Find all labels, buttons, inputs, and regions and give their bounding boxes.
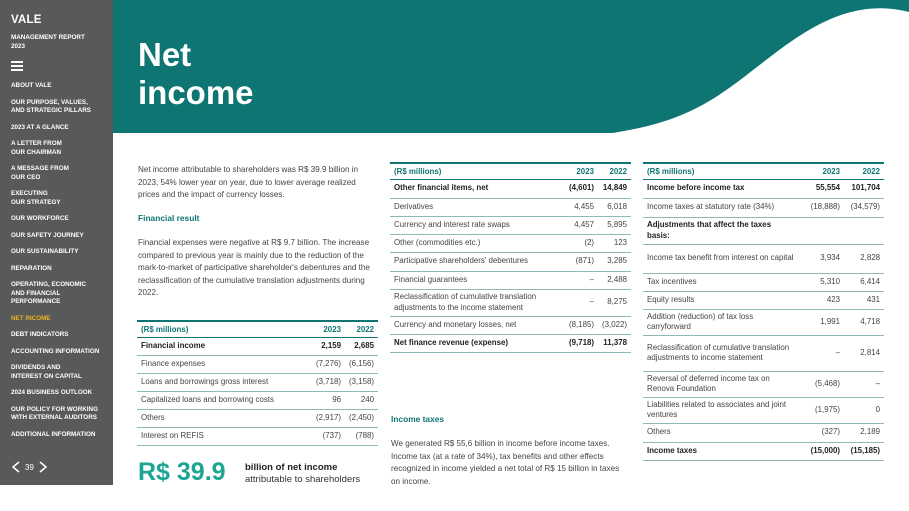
table-row [137,391,378,409]
column-header-label: (R$ millions) [643,163,800,179]
row-label: Addition (reduction) of tax loss carryforward [643,309,800,335]
row-label: Interest on REFIS [137,427,301,445]
cell-v2022: 6,018 [598,198,631,216]
cell-v2023: (3,718) [301,373,345,391]
cell-v2023: (15,000) [800,442,844,460]
cell-v2023: (8,185) [558,316,598,334]
cell-v2022: 0 [844,397,884,423]
cell-v2022: 11,378 [598,334,631,352]
cell-v2022: 3,285 [598,252,631,271]
column-header-label: (R$ millions) [390,163,558,179]
page-title: Net income [138,36,254,111]
cell-v2023: – [800,335,844,371]
table-row [643,442,884,460]
cell-v2022: 6,414 [844,273,884,291]
table-row [390,234,631,252]
cell-v2022: 14,849 [598,179,631,198]
sidebar-nav [11,82,105,439]
table-row [137,337,378,355]
row-label: Net finance revenue (expense) [390,334,558,352]
cell-v2023: – [558,289,598,316]
column-header-year: 2023 [558,163,598,179]
column-header-year: 2022 [598,163,631,179]
table-row [643,309,884,335]
column-header-year: 2023 [800,163,844,179]
row-label: Others [137,409,301,427]
row-label: Reclassification of cumulative translation adjustments to income statement [643,335,800,371]
cell-v2023: (7,276) [301,355,345,373]
cell-v2023: 2,159 [301,337,345,355]
cell-v2022: 2,189 [844,423,884,442]
cell-v2023: 1,991 [800,309,844,335]
cell-v2022: 5,895 [598,216,631,234]
cell-v2023: 4,457 [558,216,598,234]
table-row [137,409,378,427]
row-label: Financial income [137,337,301,355]
table-row [390,198,631,216]
row-label: Reclassification of cumulative translation adjustments to the income statement [390,289,558,316]
menu-icon[interactable] [11,61,23,71]
sidebar-item-our-policy-for-working-with-external-auditors[interactable]: OUR POLICY FOR WORKING WITH EXTERNAL AUDITORS [11,405,98,421]
table-row [390,179,631,198]
table-header-row [643,163,884,179]
cell-v2023: 423 [800,291,844,309]
sidebar-item-about-vale[interactable]: ABOUT VALE [11,82,52,89]
row-label: Tax incentives [643,273,800,291]
next-page-icon[interactable] [39,461,48,473]
cell-v2022: 4,718 [844,309,884,335]
table-row [390,271,631,289]
row-label: Derivatives [390,198,558,216]
cell-v2022: 101,704 [844,179,884,198]
sidebar-item-operating-economic-and-financial-performance[interactable]: OPERATING, ECONOMIC AND FINANCIAL PERFORMANCE [11,281,87,305]
table-header-row [390,163,631,179]
cell-v2023: (18,888) [800,198,844,217]
highlight-label-bold: billion of net income [245,462,338,473]
sidebar-item-debt-indicators[interactable]: DEBT INDICATORS [11,331,69,338]
row-label: Other financial items, net [390,179,558,198]
table-row [643,273,884,291]
cell-v2022: (2,450) [345,409,378,427]
cell-v2022: 2,814 [844,335,884,371]
sidebar-item-executing-our-strategy[interactable]: EXECUTING OUR STRATEGY [11,190,61,206]
cell-v2023: 4,455 [558,198,598,216]
cell-v2023: (2) [558,234,598,252]
column-header-year: 2022 [345,321,378,337]
sidebar-item-2023-at-a-glance[interactable]: 2023 AT A GLANCE [11,123,69,131]
income-taxes-paragraph: We generated R$ 55,6 billion in income before income taxes. Income tax (at a rate of 34%), tax benefits and other effects recognized in income yielded a net total of R$ 15 billion in taxes on income. [391,439,620,486]
row-label: Capitalized loans and borrowing costs [137,391,301,409]
sidebar-item-a-message-from-our-ceo[interactable]: A MESSAGE FROM OUR CEO [11,165,69,181]
previous-page-icon[interactable] [11,461,20,473]
cell-v2022: (34,579) [844,198,884,217]
cell-v2023: (4,601) [558,179,598,198]
table-header-row [137,321,378,337]
cell-v2022: (788) [345,427,378,445]
cell-v2022: 431 [844,291,884,309]
cell-v2023: 3,934 [800,244,844,273]
cell-v2022: 2,488 [598,271,631,289]
cell-v2023: (1,975) [800,397,844,423]
table-row [137,427,378,445]
cell-v2022 [844,217,884,244]
table-row [643,397,884,423]
cell-v2023: (9,718) [558,334,598,352]
cell-v2022: 123 [598,234,631,252]
net-income-highlight-value: R$ 39.9 [138,458,226,486]
row-label: Adjustments that affect the taxes basis: [643,217,800,244]
row-label: Loans and borrowings gross interest [137,373,301,391]
table-row [390,252,631,271]
sidebar-item-accounting-information[interactable]: ACCOUNTING INFORMATION [11,347,100,355]
cell-v2022: 8,275 [598,289,631,316]
table-row [643,423,884,442]
sidebar-item-a-letter-from-our-chairman[interactable]: A LETTER FROM OUR CHAIRMAN [11,140,62,156]
row-label: Income taxes at statutory rate (34%) [643,198,800,217]
table-row [137,373,378,391]
sidebar-item-our-purpose-values-and-strategic-pillars[interactable]: OUR PURPOSE, VALUES, AND STRATEGIC PILLARS [11,98,91,114]
cell-v2023: 5,310 [800,273,844,291]
brand-name[interactable]: VALE [11,14,42,26]
cell-v2022: (3,022) [598,316,631,334]
sidebar-item-net-income[interactable]: NET INCOME [11,314,51,322]
table-row [643,291,884,309]
row-label: Income before income tax [643,179,800,198]
table-row [390,334,631,352]
sidebar-item-our-sustainability[interactable]: OUR SUSTAINABILITY [11,248,79,255]
table-row [643,179,884,198]
row-label: Financial guarantees [390,271,558,289]
sidebar [0,0,113,485]
cell-v2022: 2,685 [345,337,378,355]
cell-v2023 [800,217,844,244]
cell-v2022: – [844,371,884,397]
cell-v2023: (327) [800,423,844,442]
row-label: Other (commodities etc.) [390,234,558,252]
cell-v2022: (6,156) [345,355,378,373]
page-header [113,0,909,133]
row-label: Participative shareholders' debentures [390,252,558,271]
income-tax-table [643,162,884,461]
page-pager [11,461,48,473]
sidebar-item-additional-information[interactable]: ADDITIONAL INFORMATION [11,430,96,438]
cell-v2023: 55,554 [800,179,844,198]
table-row [643,244,884,273]
cell-v2022: 240 [345,391,378,409]
page-number: 39 [25,462,34,472]
cell-v2022: 2,828 [844,244,884,273]
row-label: Others [643,423,800,442]
finance-expenses-table [137,320,378,446]
column-header-year: 2022 [844,163,884,179]
cell-v2023: (2,917) [301,409,345,427]
financial-items-table [390,162,631,353]
cell-v2023: (737) [301,427,345,445]
row-label: Income tax benefit from interest on capital [643,244,800,273]
table-row [643,198,884,217]
table-row [643,335,884,371]
row-label: Liabilities related to associates and joint ventures [643,397,800,423]
financial-result-heading: Financial result [138,213,200,223]
sidebar-item-2024-business-outlook[interactable]: 2024 BUSINESS OUTLOOK [11,389,93,396]
highlight-label-text: attributable to shareholders [245,474,361,485]
cell-v2023: (5,468) [800,371,844,397]
cell-v2023: (871) [558,252,598,271]
table-row [643,371,884,397]
table-row [137,355,378,373]
row-label: Reversal of deferred income tax on Renova Foundation [643,371,800,397]
net-income-highlight-label [245,462,360,486]
table-row [390,316,631,334]
column-header-year: 2023 [301,321,345,337]
sidebar-item-reparation[interactable]: REPARATION [11,264,52,272]
financial-result-paragraph: Financial expenses were negative at R$ 9.7 billion. The increase compared to previous year is mainly due to the reduction of the mark-to-market of participative shareholder's debentures and the reclassification of the cumulative translation adjustments during 2022. [138,238,370,297]
row-label: Currency and monetary losses, net [390,316,558,334]
row-label: Equity results [643,291,800,309]
row-label: Finance expenses [137,355,301,373]
cell-v2023: 96 [301,391,345,409]
table-row [643,217,884,244]
intro-paragraph: Net income attributable to shareholders was R$ 39.9 billion in 2023, 54% lower year on year, due to lower average realized prices and the impact of currency losses. [138,165,359,199]
sidebar-item-our-safety-journey[interactable]: OUR SAFETY JOURNEY [11,231,84,239]
report-title: MANAGEMENT REPORT 2023 [11,34,85,50]
sidebar-item-our-workforce[interactable]: OUR WORKFORCE [11,215,69,222]
cell-v2023: – [558,271,598,289]
row-label: Income taxes [643,442,800,460]
row-label: Currency and interest rate swaps [390,216,558,234]
cell-v2022: (3,158) [345,373,378,391]
income-taxes-heading: Income taxes [391,414,445,424]
cell-v2022: (15,185) [844,442,884,460]
table-row [390,216,631,234]
table-row [390,289,631,316]
column-header-label: (R$ millions) [137,321,301,337]
sidebar-item-dividends-and-interest-on-capital[interactable]: DIVIDENDS AND INTEREST ON CAPITAL [11,364,82,380]
